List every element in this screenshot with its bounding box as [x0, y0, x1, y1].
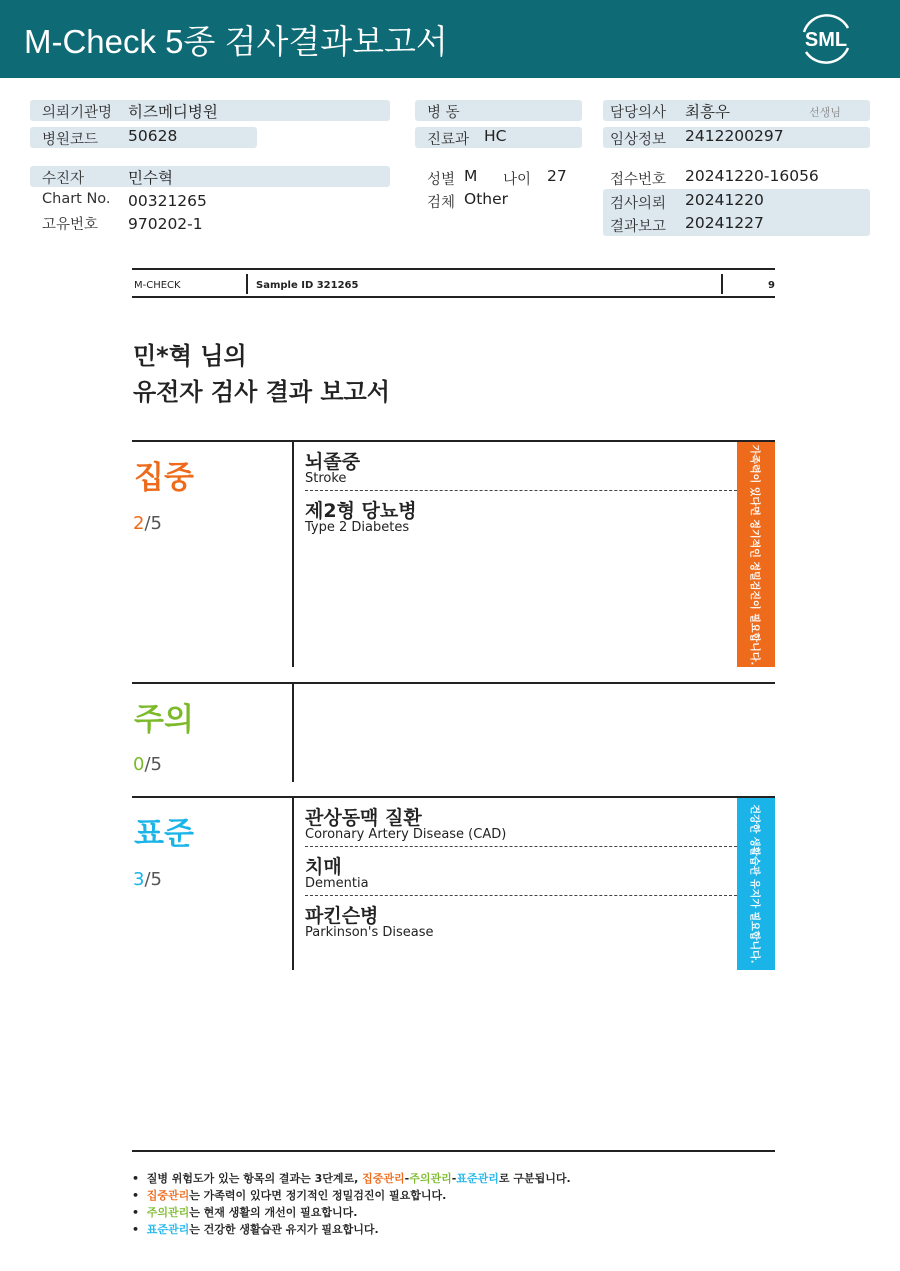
disease-name-en: Type 2 Diabetes	[305, 520, 410, 535]
note-levels: • 질병 위험도가 있는 항목의 결과는 3단계로, 집중관리-주의관리-표준관리로 구분됩니다.	[132, 1172, 571, 1185]
report-header	[0, 0, 900, 78]
receipt-label: 접수번호	[610, 172, 667, 188]
institution-label: 의뢰기관명	[42, 105, 113, 121]
unique-id-label: 고유번호	[42, 217, 99, 233]
result-value: 20241227	[685, 214, 764, 232]
specimen-label: 검체	[427, 195, 456, 211]
strip-top-line	[132, 268, 775, 270]
focus-section-divider	[292, 442, 294, 667]
note-caution: • 주의관리는 현재 생활의 개선이 필요합니다.	[132, 1206, 358, 1219]
focus-side-band: 가족력이 있다면 정기적인 정밀검진이 필요합니다.	[737, 442, 775, 667]
age-label: 나이	[503, 172, 532, 188]
note-standard: • 표준관리는 건강한 생활습관 유지가 필요합니다.	[132, 1223, 379, 1236]
caution-title: 주의	[134, 702, 194, 738]
specimen-value: Other	[464, 190, 509, 208]
age-value: 27	[547, 167, 567, 185]
request-label: 검사의뢰	[610, 196, 667, 212]
footer-line	[132, 1150, 775, 1152]
standard-count: 3/5	[133, 869, 162, 890]
hospital-code-value: 50628	[128, 127, 178, 145]
disease-name-en: Coronary Artery Disease (CAD)	[305, 827, 507, 842]
sex-label: 성별	[427, 172, 456, 188]
disease-name-en: Dementia	[305, 876, 369, 891]
unique-id-value: 970202-1	[128, 215, 203, 233]
clinical-value: 2412200297	[685, 127, 784, 145]
dept-value: HC	[484, 127, 507, 145]
strip-separator	[721, 274, 723, 294]
item-divider	[305, 490, 737, 491]
focus-count: 2/5	[133, 513, 162, 534]
caution-section-top	[132, 682, 775, 684]
request-value: 20241220	[685, 191, 764, 209]
doctor-label: 담당의사	[610, 105, 667, 121]
disease-name: 관상동맥 질환	[305, 807, 422, 829]
note-focus: • 집중관리는 가족력이 있다면 정기적인 정밀검진이 필요합니다.	[132, 1189, 447, 1202]
standard-title: 표준	[134, 816, 194, 852]
item-divider	[305, 895, 737, 896]
standard-side-band: 건강한 생활습관 유지가 필요합니다.	[737, 798, 775, 970]
doctor-suffix: 선생님	[809, 106, 841, 119]
institution-value: 히즈메디병원	[128, 103, 218, 121]
disease-name: 뇌졸중	[305, 451, 361, 473]
caution-count: 0/5	[133, 754, 162, 775]
chart-no-value: 00321265	[128, 192, 207, 210]
brand-label: M-CHECK	[134, 280, 181, 291]
disease-name-en: Stroke	[305, 471, 347, 486]
ward-label: 병 동	[427, 105, 460, 121]
focus-section-top	[132, 440, 775, 442]
disease-name-en: Parkinson's Disease	[305, 925, 434, 940]
result-label: 결과보고	[610, 219, 667, 235]
greeting-line-1: 민*혁 님의	[133, 342, 247, 370]
hospital-code-label: 병원코드	[42, 132, 99, 148]
receipt-value: 20241220-16056	[685, 167, 819, 185]
sex-value: M	[464, 167, 478, 185]
disease-name: 파킨슨병	[305, 905, 379, 927]
logo-text: SML	[804, 29, 848, 51]
disease-name: 치매	[305, 856, 342, 878]
standard-section-divider	[292, 798, 294, 970]
report-title: M-Check 5종 검사결과보고서	[24, 23, 448, 60]
dept-label: 진료과	[427, 132, 470, 148]
strip-bottom-line	[132, 296, 775, 298]
clinical-label: 임상정보	[610, 132, 667, 148]
disease-name: 제2형 당뇨병	[305, 500, 417, 522]
focus-title: 집중	[134, 460, 194, 496]
doctor-value: 최흥우	[685, 103, 730, 121]
strip-separator	[246, 274, 248, 294]
sample-id: Sample ID 321265	[256, 280, 359, 291]
patient-value: 민수혁	[128, 169, 173, 187]
chart-no-label: Chart No.	[42, 191, 111, 207]
standard-section-top	[132, 796, 775, 798]
caution-section-divider	[292, 684, 294, 782]
patient-label: 수진자	[42, 171, 85, 187]
item-divider	[305, 846, 737, 847]
sml-logo-icon	[796, 12, 856, 66]
greeting-line-2: 유전자 검사 결과 보고서	[133, 378, 390, 406]
page-number: 9	[768, 280, 775, 291]
